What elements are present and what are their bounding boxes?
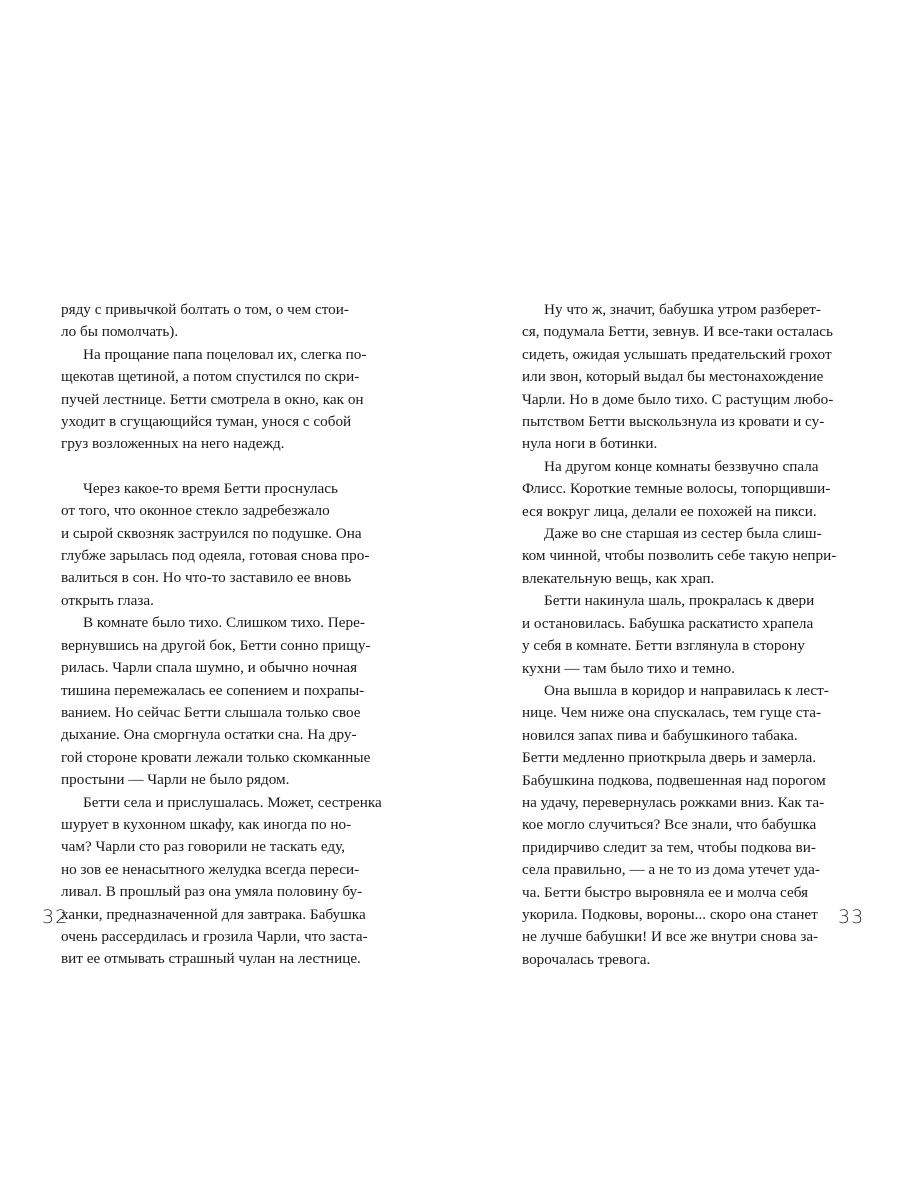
paragraph: ряду с привычкой болтать о том, о чем стои- ло бы помолчать). — [61, 301, 349, 341]
right-page-text — [522, 299, 843, 971]
paragraph: Через какое-то время Бетти проснулась от того, что оконное стекло задребезжало и сырой сквозняк заструился по подушке. Она глубже зарылась под одеяла, готовая снова про- валиться в сон. Но что-то заставило ее вновь открыть глаза. — [61, 479, 370, 609]
paragraph: Бетти накинула шаль, прокралась к двери и остановилась. Бабушка раскатисто храпела у себя в комнате. Бетти взглянула в сторону кухни — там было тихо и темно. — [522, 592, 815, 677]
page-number-right: 33 — [838, 906, 865, 928]
left-page-text — [61, 299, 382, 971]
paragraph: Даже во сне старшая из сестер была слиш- ком чинной, чтобы позволить себе такую непри- влекательную вещь, как храп. — [522, 525, 837, 587]
paragraph: На прощание папа поцеловал их, слегка по- щекотав щетиной, а потом спустился по скри- пучей лестнице. Бетти смотрела в окно, как он уходит в сгущающийся туман, унося с собой груз возложенных на него надежд. — [61, 345, 367, 453]
paragraph: На другом конце комнаты беззвучно спала Флисс. Короткие темные волосы, топорщивши- еся вокруг лица, делали ее похожей на пикси. — [522, 457, 831, 520]
paragraph: В комнате было тихо. Слишком тихо. Пере- вернувшись на другой бок, Бетти сонно прищу- рилась. Чарли спала шумно, и обычно ночная тишина перемежалась ее сопением и похрапы- ванием. Но сейчас Бетти слышала только свое дыхание. Она сморгнула остатки сна. На дру- гой стороне кровати лежали только скомканные простыни — Чарли не было рядом. — [61, 614, 371, 789]
page-number-left: 32 — [42, 906, 69, 928]
paragraph: Бетти села и прислушалась. Может, сестренка шурует в кухонном шкафу, как иногда по но- чам? Чарли сто раз говорили не таскать еду, но зов ее ненасытного желудка всегда переси- ливал. В прошлый раз она умяла половину бу- ханки, предназначенной для завтрака. Бабушка очень рассердилась и грозила Чарли, что заста- вит ее отмывать страшный чулан на лестнице. — [61, 793, 382, 968]
paragraph: Ну что ж, значит, бабушка утром разберет- ся, подумала Бетти, зевнув. И все-таки осталась сидеть, ожидая услышать предательский грохот или звон, который выдал бы местонахождение Чарли. Но в доме было тихо. С растущим любо- пытством Бетти выскользнула из кровати и су- нула ноги в ботинки. — [522, 301, 834, 453]
paragraph: Она вышла в коридор и направилась к лест- нице. Чем ниже она спускалась, тем гуще ста- новился запах пива и бабушкиного табака. Бетти медленно приоткрыла дверь и замерла. Бабушкина подкова, подвешенная над порогом на удачу, перевернулась рожками вниз. Как та- кое могло случиться? Все знали, что бабушка придирчиво следит за тем, чтобы подкова ви- села правильно, — а не то из дома утечет уда- ча. Бетти быстро выровняла ее и молча себя укорила. Подковы, вороны... скоро она станет не лучше бабушки! И все же внутри снова за- ворочалась тревога. — [522, 681, 829, 968]
